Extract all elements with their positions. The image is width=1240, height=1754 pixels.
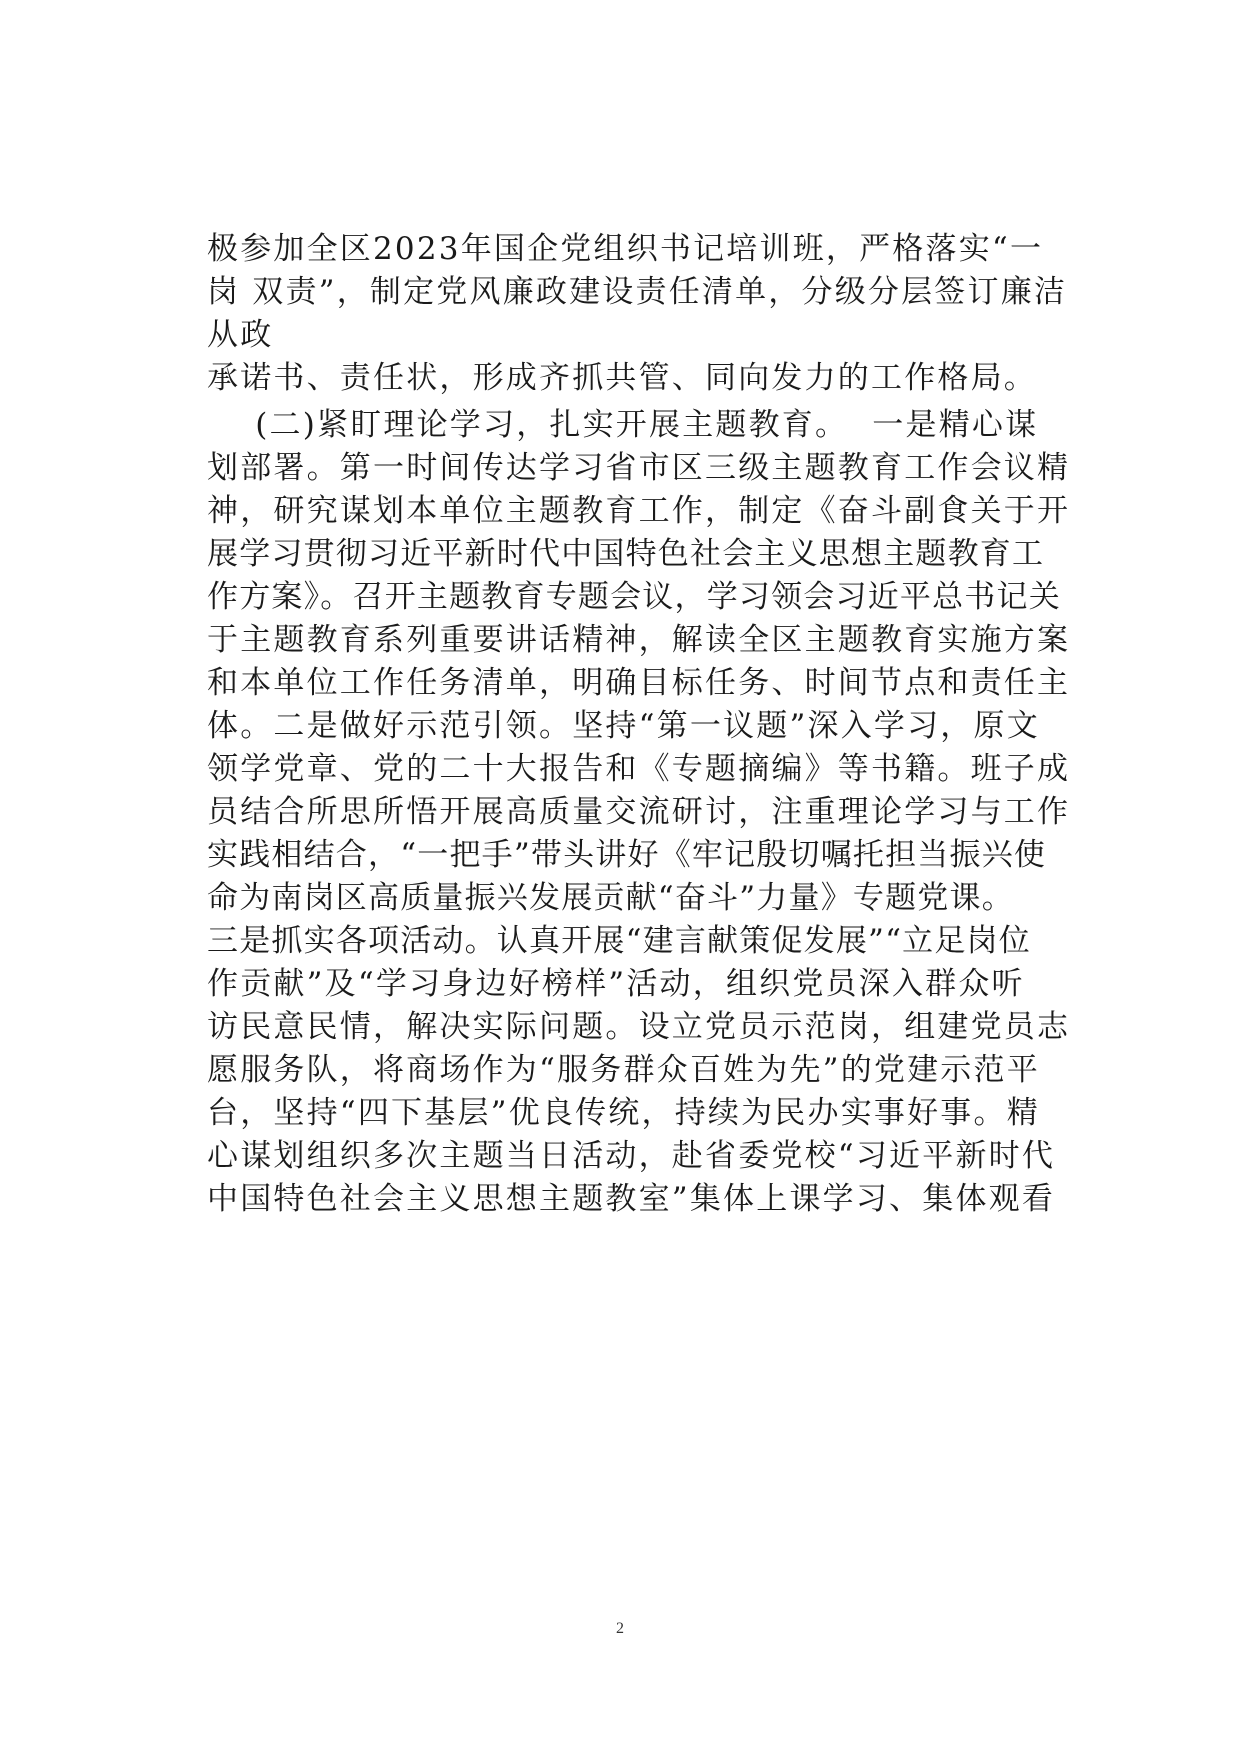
text-line: 岗 双责”，制定党风廉政建设责任清单，分级分层签订廉洁 [207, 274, 1068, 310]
text-line: 访民意民情，解决实际问题。设立党员示范岗，组建党员志 [207, 1009, 1071, 1045]
text-line: 划部署。第一时间传达学习省市区三级主题教育工作会议精 [207, 450, 1071, 486]
page-number: 2 [616, 1620, 624, 1637]
text-line: 从政 [207, 317, 274, 353]
text-line: 员结合所思所悟开展高质量交流研讨，注重理论学习与工作 [207, 794, 1071, 830]
text-line: 实践相结合，“一把手”带头讲好《牢记殷切嘱托担当振兴使 [207, 837, 1047, 873]
text-line: 于主题教育系列重要讲话精神，解读全区主题教育实施方案 [207, 622, 1071, 658]
text-line: 台，坚持“四下基层”优良传统，持续为民办实事好事。精 [207, 1095, 1040, 1131]
text-line: 命为南岗区高质量振兴发展贡献“奋斗”力量》专题党课。 [207, 880, 1014, 916]
text-line: 极参加全区2023年国企党组织书记培训班，严格落实“一 [207, 231, 1044, 267]
text-line: 愿服务队，将商场作为“服务群众百姓为先”的党建示范平 [207, 1052, 1040, 1088]
text-line: 作方案》。召开主题教育专题会议，学习领会习近平总书记关 [207, 579, 1061, 615]
text-line: 作贡献”及“学习身边好榜样”活动，组织党员深入群众听 [207, 966, 1025, 1002]
text-line: 体。二是做好示范引领。坚持“第一议题”深入学习，原文 [207, 708, 1040, 744]
text-line: 领学党章、党的二十大报告和《专题摘编》等书籍。班子成 [207, 751, 1071, 787]
text-line: 心谋划组织多次主题当日活动，赴省委党校“习近平新时代 [207, 1138, 1056, 1174]
section-heading-line: (二)紧盯理论学习，扎实开展主题教育。 一是精心谋 [207, 407, 1039, 443]
text-line: 和本单位工作任务清单，明确目标任务、时间节点和责任主 [207, 665, 1071, 701]
body-text [207, 228, 1071, 1221]
text-line: 神，研究谋划本单位主题教育工作，制定《奋斗副食关于开 [207, 493, 1071, 529]
text-line: 展学习贯彻习近平新时代中国特色社会主义思想主题教育工 [207, 536, 1045, 572]
text-line: 承诺书、责任状，形成齐抓共管、同向发力的工作格局。 [207, 360, 1037, 396]
text-line: 中国特色社会主义思想主题教室”集体上课学习、集体观看 [207, 1181, 1056, 1217]
text-line: 三是抓实各项活动。认真开展“建言献策促发展”“立足岗位 [207, 923, 1031, 959]
